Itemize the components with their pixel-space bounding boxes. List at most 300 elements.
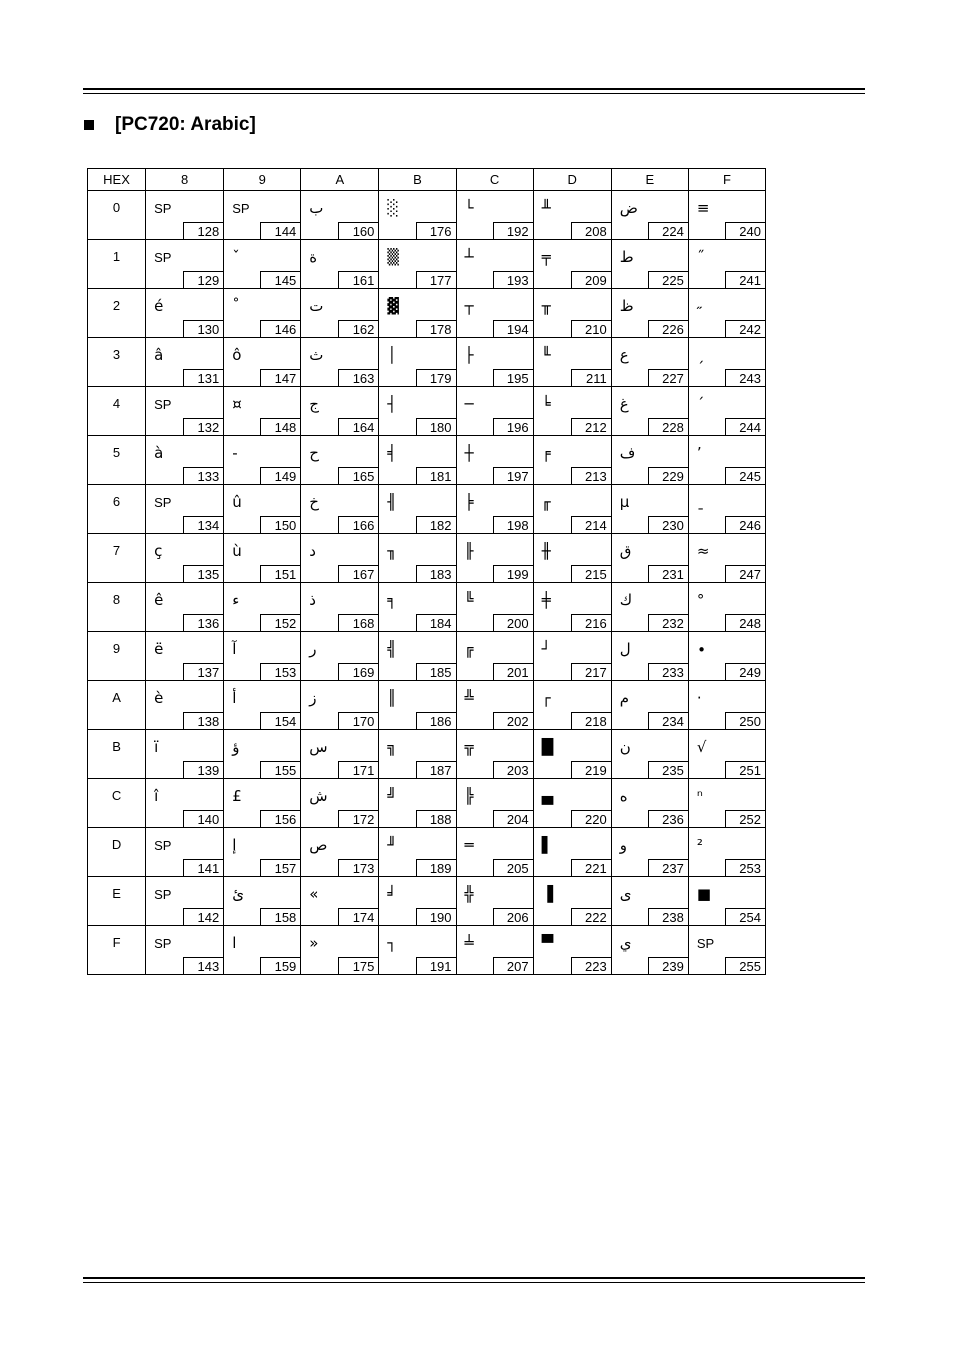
code-cell — [611, 730, 688, 779]
code-cell — [301, 191, 379, 240]
decimal-code: 166 — [338, 516, 378, 533]
glyph: ≡ — [696, 199, 710, 217]
decimal-code: 212 — [571, 418, 611, 435]
code-cell — [146, 240, 224, 289]
code-cell — [146, 485, 224, 534]
decimal-code: 152 — [260, 614, 300, 631]
glyph: ˊ — [696, 395, 705, 413]
glyph: ╪ — [541, 591, 551, 609]
glyph: ï — [154, 738, 159, 756]
decimal-code: 157 — [260, 859, 300, 876]
table-row — [88, 828, 766, 877]
glyph: ç — [154, 542, 163, 560]
code-cell — [688, 534, 765, 583]
decimal-code: 229 — [648, 467, 688, 484]
glyph: SP — [232, 201, 250, 216]
glyph: إ — [232, 836, 237, 854]
glyph: ▌ — [541, 836, 554, 854]
decimal-code: 193 — [493, 271, 533, 288]
glyph: è — [154, 689, 164, 707]
glyph: ┐ — [387, 934, 397, 952]
decimal-code: 195 — [493, 369, 533, 386]
code-cell — [456, 289, 533, 338]
decimal-code: 150 — [260, 516, 300, 533]
code-cell — [224, 926, 301, 975]
code-cell — [301, 240, 379, 289]
glyph: ╜ — [387, 836, 397, 854]
decimal-code: 200 — [493, 614, 533, 631]
glyph: ╤ — [541, 248, 551, 266]
glyph: ا — [232, 934, 237, 952]
row-header-label: F — [112, 935, 121, 950]
glyph: â — [154, 346, 164, 364]
table-row — [88, 877, 766, 926]
glyph: د — [309, 542, 316, 560]
glyph: ╕ — [387, 591, 397, 609]
code-cell — [379, 583, 456, 632]
glyph: ˶ — [696, 297, 702, 315]
glyph: ô — [232, 346, 242, 364]
code-cell — [611, 387, 688, 436]
decimal-code: 231 — [648, 565, 688, 582]
decimal-code: 210 — [571, 320, 611, 337]
glyph: à — [154, 444, 164, 462]
glyph: · — [696, 689, 702, 707]
decimal-code: 207 — [493, 957, 533, 974]
glyph: ═ — [464, 836, 474, 854]
decimal-code: 172 — [338, 810, 378, 827]
decimal-code: 142 — [183, 908, 223, 925]
glyph: SP — [696, 936, 715, 951]
code-cell — [224, 730, 301, 779]
glyph: ╢ — [387, 493, 397, 511]
decimal-code: 135 — [183, 565, 223, 582]
decimal-code: 145 — [260, 271, 300, 288]
decimal-code: 189 — [416, 859, 456, 876]
code-cell — [146, 534, 224, 583]
glyph: ╧ — [464, 934, 474, 952]
glyph: ╨ — [541, 199, 551, 217]
glyph: ز — [309, 689, 317, 707]
row-header-label: A — [112, 690, 121, 705]
glyph: ئ — [232, 885, 244, 903]
decimal-code: 167 — [338, 565, 378, 582]
glyph: ى — [619, 885, 632, 903]
row-header — [88, 828, 146, 877]
row-header — [88, 436, 146, 485]
row-header — [88, 240, 146, 289]
code-cell — [379, 877, 456, 926]
glyph: ² — [696, 836, 703, 854]
decimal-code: 254 — [725, 908, 765, 925]
code-cell — [379, 681, 456, 730]
code-cell — [301, 926, 379, 975]
row-header-label: 8 — [112, 592, 121, 607]
glyph: ة — [309, 248, 318, 266]
code-cell — [146, 681, 224, 730]
decimal-code: 202 — [493, 712, 533, 729]
table-row — [88, 681, 766, 730]
decimal-code: 227 — [648, 369, 688, 386]
glyph: ╓ — [541, 493, 551, 511]
row-header — [88, 681, 146, 730]
decimal-code: 199 — [493, 565, 533, 582]
code-cell — [224, 877, 301, 926]
code-cell — [379, 485, 456, 534]
decimal-code: 163 — [338, 369, 378, 386]
code-cell — [533, 534, 611, 583]
code-cell — [611, 534, 688, 583]
code-cell — [224, 387, 301, 436]
decimal-code: 186 — [416, 712, 456, 729]
code-cell — [533, 191, 611, 240]
code-cell — [224, 191, 301, 240]
code-cell — [688, 926, 765, 975]
glyph: ∙ — [696, 640, 707, 658]
decimal-code: 178 — [416, 320, 456, 337]
code-cell — [456, 632, 533, 681]
code-cell — [456, 779, 533, 828]
decimal-code: 131 — [183, 369, 223, 386]
table-row — [88, 534, 766, 583]
row-header — [88, 338, 146, 387]
code-cell — [224, 583, 301, 632]
decimal-code: 198 — [493, 516, 533, 533]
glyph: ╦ — [464, 738, 474, 756]
code-cell — [456, 191, 533, 240]
decimal-code: 230 — [648, 516, 688, 533]
code-cell — [611, 681, 688, 730]
code-cell — [688, 632, 765, 681]
decimal-code: 128 — [183, 222, 223, 239]
decimal-code: 197 — [493, 467, 533, 484]
decimal-code: 175 — [338, 957, 378, 974]
column-header: E — [611, 169, 688, 191]
row-header-label: 5 — [112, 445, 121, 460]
glyph: س — [309, 738, 328, 756]
glyph: ق — [619, 542, 632, 560]
glyph: ╗ — [387, 738, 397, 756]
row-header-label: 2 — [112, 298, 121, 313]
decimal-code: 164 — [338, 418, 378, 435]
code-cell — [533, 436, 611, 485]
glyph: ن — [619, 738, 631, 756]
table-row — [88, 191, 766, 240]
glyph: ▓ — [387, 297, 399, 315]
glyph: ʼ — [696, 444, 702, 462]
glyph: SP — [154, 838, 172, 853]
glyph: ر — [309, 640, 317, 658]
row-header — [88, 191, 146, 240]
decimal-code: 159 — [260, 957, 300, 974]
code-cell — [146, 387, 224, 436]
glyph: ≈ — [696, 542, 710, 560]
decimal-code: 171 — [338, 761, 378, 778]
row-header-label: 9 — [112, 641, 121, 656]
decimal-code: 168 — [338, 614, 378, 631]
code-cell — [379, 730, 456, 779]
code-cell — [146, 632, 224, 681]
code-cell — [611, 877, 688, 926]
decimal-code: 173 — [338, 859, 378, 876]
glyph: ë — [154, 640, 164, 658]
code-cell — [146, 730, 224, 779]
decimal-code: 138 — [183, 712, 223, 729]
row-header — [88, 632, 146, 681]
glyph: » — [309, 934, 319, 952]
glyph: ˇ — [232, 248, 240, 266]
section-heading — [84, 114, 256, 136]
glyph: ╠ — [464, 787, 474, 805]
glyph: ⁿ — [696, 787, 703, 805]
code-cell — [379, 289, 456, 338]
decimal-code: 201 — [493, 663, 533, 680]
table-row — [88, 730, 766, 779]
code-cell — [688, 485, 765, 534]
glyph: غ — [619, 395, 629, 413]
decimal-code: 245 — [725, 467, 765, 484]
code-cell — [146, 926, 224, 975]
decimal-code: 158 — [260, 908, 300, 925]
decimal-code: 235 — [648, 761, 688, 778]
decimal-code: 205 — [493, 859, 533, 876]
decimal-code: 147 — [260, 369, 300, 386]
decimal-code: 219 — [571, 761, 611, 778]
decimal-code: 209 — [571, 271, 611, 288]
decimal-code: 251 — [725, 761, 765, 778]
row-header-label: D — [111, 837, 122, 852]
decimal-code: 237 — [648, 859, 688, 876]
code-cell — [146, 338, 224, 387]
code-cell — [456, 926, 533, 975]
column-header: F — [688, 169, 765, 191]
code-cell — [533, 730, 611, 779]
glyph: ┘ — [541, 640, 551, 658]
row-header-label: E — [112, 886, 121, 901]
glyph: ╡ — [387, 444, 397, 462]
code-cell — [224, 436, 301, 485]
decimal-code: 222 — [571, 908, 611, 925]
decimal-code: 228 — [648, 418, 688, 435]
code-cell — [301, 681, 379, 730]
glyph: « — [309, 885, 319, 903]
row-header — [88, 289, 146, 338]
decimal-code: 216 — [571, 614, 611, 631]
row-header — [88, 779, 146, 828]
decimal-code: 170 — [338, 712, 378, 729]
decimal-code: 192 — [493, 222, 533, 239]
decimal-code: 234 — [648, 712, 688, 729]
decimal-code: 162 — [338, 320, 378, 337]
table-row — [88, 289, 766, 338]
code-cell — [301, 583, 379, 632]
glyph: ╟ — [464, 542, 474, 560]
decimal-code: 148 — [260, 418, 300, 435]
glyph: آ — [232, 640, 237, 658]
code-cell — [688, 779, 765, 828]
decimal-code: 169 — [338, 663, 378, 680]
glyph: أ — [232, 689, 237, 707]
glyph: ╣ — [387, 640, 397, 658]
column-header: 8 — [146, 169, 224, 191]
row-header — [88, 730, 146, 779]
decimal-code: 130 — [183, 320, 223, 337]
decimal-code: 151 — [260, 565, 300, 582]
column-header: A — [301, 169, 379, 191]
decimal-code: 208 — [571, 222, 611, 239]
code-cell — [688, 240, 765, 289]
code-cell — [611, 289, 688, 338]
decimal-code: 180 — [416, 418, 456, 435]
table-row — [88, 240, 766, 289]
code-cell — [224, 338, 301, 387]
code-cell — [456, 240, 533, 289]
glyph: ┼ — [464, 444, 474, 462]
code-cell — [224, 828, 301, 877]
glyph: ش — [309, 787, 328, 805]
glyph: î — [154, 787, 159, 805]
code-cell — [456, 534, 533, 583]
glyph: £ — [232, 787, 242, 805]
row-header-label: C — [111, 788, 122, 803]
glyph: ┤ — [387, 395, 397, 413]
column-header: 9 — [224, 169, 301, 191]
glyph: ├ — [464, 346, 474, 364]
glyph: ╛ — [387, 885, 397, 903]
decimal-code: 204 — [493, 810, 533, 827]
decimal-code: 141 — [183, 859, 223, 876]
glyph: ╚ — [464, 591, 474, 609]
code-cell — [533, 338, 611, 387]
code-cell — [611, 191, 688, 240]
decimal-code: 239 — [648, 957, 688, 974]
code-cell — [146, 779, 224, 828]
code-cell — [301, 485, 379, 534]
glyph: SP — [154, 397, 172, 412]
glyph: ص — [309, 836, 328, 854]
code-cell — [611, 485, 688, 534]
code-cell — [146, 436, 224, 485]
row-header — [88, 583, 146, 632]
decimal-code: 165 — [338, 467, 378, 484]
glyph: │ — [387, 346, 397, 364]
code-cell — [456, 730, 533, 779]
column-header: B — [379, 169, 456, 191]
decimal-code: 203 — [493, 761, 533, 778]
decimal-code: 223 — [571, 957, 611, 974]
code-cell — [533, 632, 611, 681]
code-cell — [611, 436, 688, 485]
glyph: ث — [309, 346, 324, 364]
table-row — [88, 583, 766, 632]
decimal-code: 194 — [493, 320, 533, 337]
glyph: ╒ — [541, 444, 551, 462]
decimal-code: 196 — [493, 418, 533, 435]
decimal-code: 215 — [571, 565, 611, 582]
codepage-table — [87, 168, 766, 975]
code-cell — [533, 583, 611, 632]
code-cell — [146, 877, 224, 926]
glyph: SP — [154, 887, 172, 902]
code-cell — [611, 632, 688, 681]
decimal-code: 233 — [648, 663, 688, 680]
row-header — [88, 485, 146, 534]
code-cell — [456, 583, 533, 632]
decimal-code: 183 — [416, 565, 456, 582]
code-cell — [301, 828, 379, 877]
code-cell — [301, 779, 379, 828]
decimal-code: 188 — [416, 810, 456, 827]
decimal-code: 206 — [493, 908, 533, 925]
decimal-code: 182 — [416, 516, 456, 533]
code-cell — [301, 730, 379, 779]
code-cell — [301, 387, 379, 436]
code-cell — [688, 191, 765, 240]
square-bullet-icon — [84, 120, 94, 130]
code-cell — [688, 730, 765, 779]
glyph: ù — [232, 542, 242, 560]
glyph: ˝ — [696, 248, 705, 266]
decimal-code: 246 — [725, 516, 765, 533]
decimal-code: 136 — [183, 614, 223, 631]
glyph: û — [232, 493, 242, 511]
decimal-code: 244 — [725, 418, 765, 435]
code-cell — [379, 926, 456, 975]
glyph: ▒ — [387, 248, 399, 266]
code-cell — [456, 436, 533, 485]
decimal-code: 225 — [648, 271, 688, 288]
decimal-code: 140 — [183, 810, 223, 827]
code-cell — [688, 877, 765, 926]
decimal-code: 184 — [416, 614, 456, 631]
decimal-code: 217 — [571, 663, 611, 680]
glyph: ╝ — [387, 787, 397, 805]
row-header-label: 1 — [112, 249, 121, 264]
code-cell — [224, 240, 301, 289]
code-cell — [301, 534, 379, 583]
glyph: ف — [619, 444, 636, 462]
row-header-label: 6 — [112, 494, 121, 509]
decimal-code: 133 — [183, 467, 223, 484]
heading-text: [PC720: Arabic] — [115, 114, 256, 135]
glyph: ║ — [387, 689, 397, 707]
glyph: ° — [696, 591, 705, 609]
code-cell — [224, 485, 301, 534]
glyph: ┴ — [464, 248, 474, 266]
code-cell — [379, 779, 456, 828]
decimal-code: 181 — [416, 467, 456, 484]
code-cell — [688, 828, 765, 877]
code-cell — [379, 387, 456, 436]
code-cell — [611, 828, 688, 877]
decimal-code: 149 — [260, 467, 300, 484]
row-header-label: 7 — [112, 543, 121, 558]
table-row — [88, 485, 766, 534]
decimal-code: 156 — [260, 810, 300, 827]
decimal-code: 161 — [338, 271, 378, 288]
glyph: SP — [154, 936, 172, 951]
decimal-code: 255 — [725, 957, 765, 974]
code-cell — [456, 338, 533, 387]
decimal-code: 191 — [416, 957, 456, 974]
decimal-code: 252 — [725, 810, 765, 827]
table-header-row — [88, 169, 766, 191]
table-row — [88, 387, 766, 436]
decimal-code: 236 — [648, 810, 688, 827]
decimal-code: 247 — [725, 565, 765, 582]
glyph: ─ — [464, 395, 474, 413]
decimal-code: 160 — [338, 222, 378, 239]
